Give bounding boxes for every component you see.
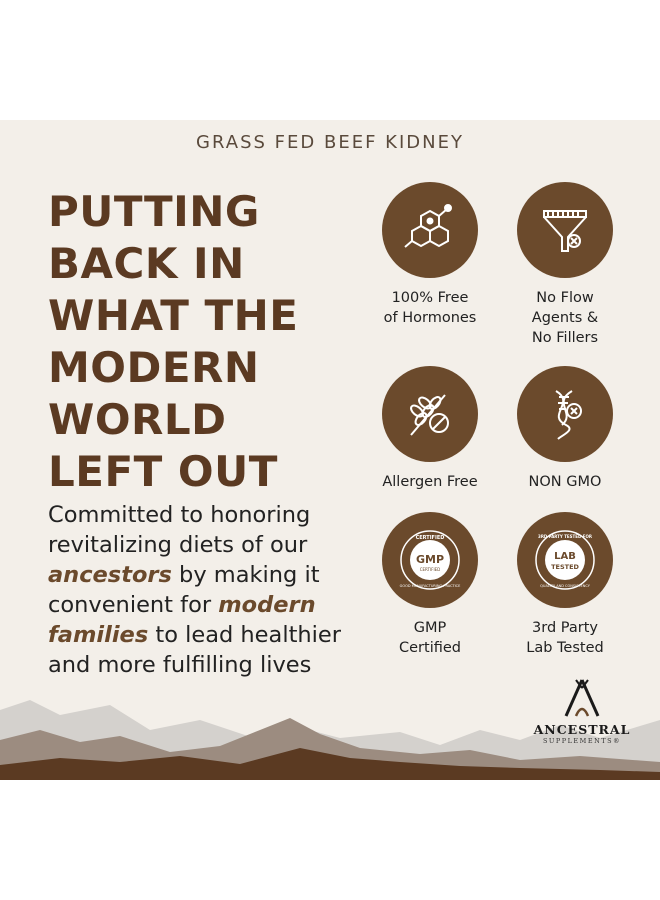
badge-label-line: 3rd Party bbox=[532, 620, 598, 636]
gmp-seal-icon bbox=[382, 512, 478, 608]
gmp-seal-top: CERTIFIED bbox=[415, 535, 445, 541]
molecule-icon bbox=[382, 182, 478, 278]
badge-lab-tested bbox=[500, 512, 630, 658]
tagline bbox=[48, 500, 368, 680]
tent-logo-icon bbox=[562, 678, 602, 718]
dna-icon bbox=[517, 366, 613, 462]
badge-label-line: Certified bbox=[399, 640, 461, 656]
tagline-text: Committed to honoring revitalizing diets of our bbox=[48, 502, 311, 558]
badge-allergen-free bbox=[365, 366, 495, 492]
badge-label bbox=[365, 472, 495, 492]
gmp-seal-ring: GOOD MANUFACTURING PRACTICE bbox=[399, 584, 461, 588]
headline-line: WHAT THE bbox=[48, 291, 299, 340]
badge-label bbox=[365, 618, 495, 658]
headline bbox=[48, 186, 298, 498]
badge-non-gmo bbox=[500, 366, 630, 492]
brand-name: ANCESTRAL bbox=[533, 722, 631, 737]
badge-label bbox=[500, 288, 630, 348]
badge-label-line: Agents & bbox=[531, 310, 599, 326]
headline-line: PUTTING bbox=[48, 187, 260, 236]
product-eyebrow: GRASS FED BEEF KIDNEY bbox=[196, 132, 464, 153]
headline-line: MODERN bbox=[48, 343, 260, 392]
badge-no-fillers bbox=[500, 182, 630, 348]
badge-label-line: 100% Free bbox=[391, 290, 469, 306]
tagline-text: by making it convenient for bbox=[48, 562, 320, 618]
lab-seal-top: 3RD PARTY TESTED FOR bbox=[538, 534, 592, 539]
lab-seal-main: LAB bbox=[554, 551, 576, 562]
badge-label-line: of Hormones bbox=[383, 310, 477, 326]
badge-hormone-free bbox=[365, 182, 495, 328]
badge-label-line: Allergen Free bbox=[382, 474, 478, 490]
badge-label-line: No Flow bbox=[536, 290, 594, 306]
badge-label bbox=[500, 618, 630, 658]
headline-line: WORLD bbox=[48, 395, 227, 444]
funnel-icon bbox=[517, 182, 613, 278]
badge-label bbox=[365, 288, 495, 328]
tagline-emphasis: ancestors bbox=[48, 562, 172, 588]
headline-line: LEFT OUT bbox=[48, 447, 278, 496]
badge-label-line: Lab Tested bbox=[526, 640, 604, 656]
wheat-icon bbox=[382, 366, 478, 462]
brand-subtitle: SUPPLEMENTS® bbox=[542, 737, 622, 745]
badge-gmp-certified bbox=[365, 512, 495, 658]
product-panel bbox=[0, 120, 660, 780]
tagline-emphasis: modern families bbox=[48, 592, 316, 648]
badge-label-line: NON GMO bbox=[528, 474, 602, 490]
gmp-seal-sub: CERTIFIED bbox=[419, 567, 441, 572]
badge-label-line: No Fillers bbox=[531, 330, 599, 346]
gmp-seal-main: GMP bbox=[415, 553, 445, 566]
lab-seal-icon bbox=[517, 512, 613, 608]
badge-label-line: GMP bbox=[413, 620, 447, 636]
tagline-text: to lead healthier and more fulfilling lives bbox=[48, 622, 341, 678]
headline-line: BACK IN bbox=[48, 239, 245, 288]
lab-seal-main: TESTED bbox=[551, 563, 579, 571]
brand-logo bbox=[532, 678, 632, 745]
badge-label bbox=[500, 472, 630, 492]
lab-seal-ring: QUALITY AND CONSISTENCY bbox=[540, 584, 590, 588]
